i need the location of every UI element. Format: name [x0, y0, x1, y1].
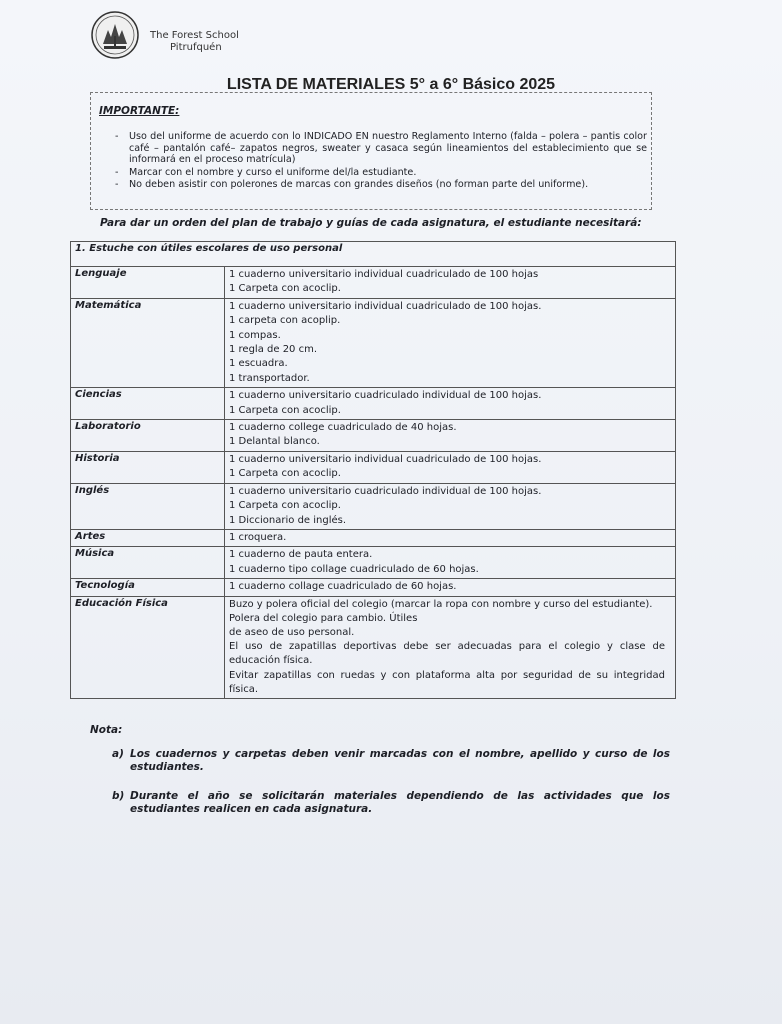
- material-item: 1 croquera.: [229, 531, 287, 543]
- items-cell: [225, 267, 676, 299]
- material-item: 1 cuaderno college cuadriculado de 40 hojas.: [229, 422, 457, 434]
- material-item: 1 escuadra.: [229, 358, 288, 370]
- material-item: Evitar zapatillas con ruedas y con plataforma alta por seguridad de su integridad física.: [229, 669, 665, 695]
- intro-text: Para dar un orden del plan de trabajo y guías de cada asignatura, el estudiante necesitará:: [100, 217, 642, 229]
- note-b-letter: b): [112, 790, 125, 802]
- table-row: [71, 267, 676, 299]
- material-item: 1 Delantal blanco.: [229, 436, 320, 448]
- notes-heading: Nota:: [90, 724, 123, 736]
- subject-cell: Ciencias: [71, 388, 225, 420]
- subject-cell: Educación Física: [71, 596, 225, 698]
- subject-cell: Matemática: [71, 298, 225, 387]
- material-item: 1 Carpeta con acoclip.: [229, 404, 341, 416]
- subject-cell: Música: [71, 547, 225, 579]
- material-item: 1 cuaderno universitario cuadriculado individual de 100 hojas.: [229, 390, 542, 402]
- items-cell: [225, 388, 676, 420]
- table-row: [71, 420, 676, 452]
- note-b-text: Durante el año se solicitarán materiales dependiendo de las actividades que los estudiantes realicen en cada asignatura.: [130, 790, 670, 815]
- table-row: [71, 451, 676, 483]
- material-item: El uso de zapatillas deportivas debe ser adecuadas para el colegio y clase de educación física.: [229, 641, 665, 667]
- important-heading: IMPORTANTE:: [99, 105, 180, 117]
- school-city: Pitrufquén: [170, 42, 222, 53]
- material-item: 1 cuaderno universitario individual cuadriculado de 100 hojas.: [229, 300, 542, 312]
- important-item: - No deben asistir con polerones de marcas con grandes diseños (no forman parte del uniforme).: [115, 179, 647, 191]
- material-item: 1 Carpeta con acoclip.: [229, 283, 341, 295]
- items-cell: [225, 298, 676, 387]
- items-cell: [225, 596, 676, 698]
- table-row: [71, 547, 676, 579]
- subject-cell: Laboratorio: [71, 420, 225, 452]
- material-item: Polera del colegio para cambio. Útiles: [229, 612, 418, 624]
- material-item: 1 regla de 20 cm.: [229, 344, 318, 356]
- material-item: de aseo de uso personal.: [229, 626, 355, 638]
- table-row: [71, 529, 676, 546]
- items-cell: [225, 483, 676, 529]
- material-item: 1 cuaderno universitario cuadriculado individual de 100 hojas.: [229, 485, 542, 497]
- material-item: 1 Carpeta con acoclip.: [229, 500, 341, 512]
- items-cell: [225, 529, 676, 546]
- items-cell: [225, 451, 676, 483]
- table-row: [71, 388, 676, 420]
- subject-cell: Lenguaje: [71, 267, 225, 299]
- subject-cell: Artes: [71, 529, 225, 546]
- material-item: 1 cuaderno collage cuadriculado de 60 hojas.: [229, 581, 457, 593]
- note-b: [112, 790, 672, 816]
- items-cell: [225, 579, 676, 596]
- table-row: [71, 579, 676, 596]
- material-item: 1 transportador.: [229, 372, 310, 384]
- note-a-text: Los cuadernos y carpetas deben venir marcadas con el nombre, apellido y curso de los estudiantes.: [130, 748, 670, 773]
- important-item: - Uso del uniforme de acuerdo con lo INDICADO EN nuestro Reglamento Interno (falda – polera – pantis color café – pantalón café– zapatos negros, sweater y casaca según lineamientos del establecimiento que se informará en el proceso matrícula): [115, 131, 647, 166]
- items-cell: [225, 547, 676, 579]
- material-item: Buzo y polera oficial del colegio (marcar la ropa con nombre y curso del estudiante).: [229, 598, 653, 610]
- section-row: [71, 242, 676, 267]
- important-item: - Marcar con el nombre y curso el uniforme del/la estudiante.: [115, 167, 647, 179]
- document-title: LISTA DE MATERIALES 5° a 6° Básico 2025: [226, 76, 556, 93]
- school-crest-icon: [90, 10, 140, 60]
- school-header: [88, 10, 388, 62]
- section-title: 1. Estuche con útiles escolares de uso personal: [71, 242, 676, 267]
- subject-cell: Tecnología: [71, 579, 225, 596]
- material-item: 1 Carpeta con acoclip.: [229, 468, 341, 480]
- school-name: The Forest School: [150, 30, 239, 41]
- subject-cell: Historia: [71, 451, 225, 483]
- material-item: 1 carpeta con acoplip.: [229, 315, 341, 327]
- material-item: 1 compas.: [229, 329, 281, 341]
- note-a: [112, 748, 672, 774]
- table-row: [71, 298, 676, 387]
- material-item: 1 cuaderno de pauta entera.: [229, 549, 373, 561]
- important-box: [90, 92, 652, 210]
- material-item: 1 cuaderno universitario individual cuadriculado de 100 hojas.: [229, 453, 542, 465]
- material-item: 1 cuaderno tipo collage cuadriculado de 60 hojas.: [229, 563, 479, 575]
- important-list: [115, 131, 647, 192]
- items-cell: [225, 420, 676, 452]
- note-a-letter: a): [112, 748, 124, 760]
- subject-cell: Inglés: [71, 483, 225, 529]
- material-item: 1 Diccionario de inglés.: [229, 514, 347, 526]
- table-row: [71, 596, 676, 698]
- material-item: 1 cuaderno universitario individual cuadriculado de 100 hojas: [229, 269, 539, 280]
- materials-table: [70, 241, 676, 699]
- table-row: [71, 483, 676, 529]
